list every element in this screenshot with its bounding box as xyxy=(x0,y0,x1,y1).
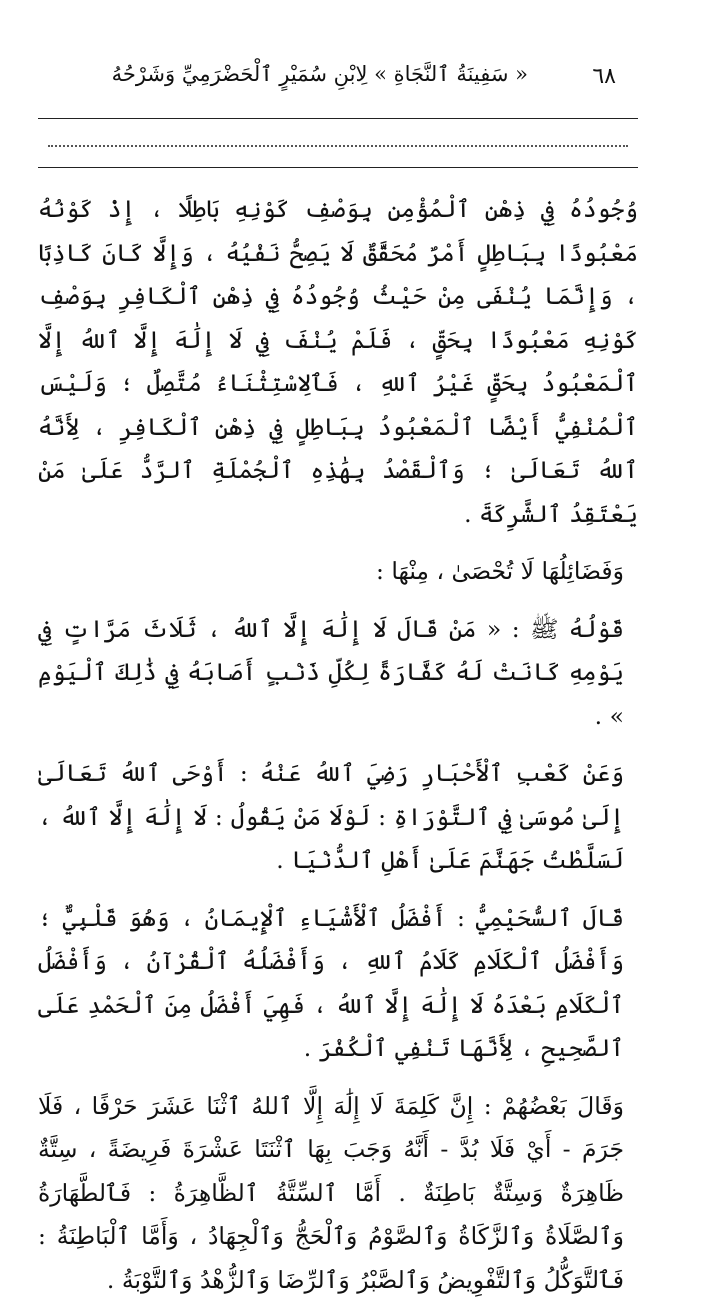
dotted-separator xyxy=(48,145,628,147)
page-header xyxy=(38,62,638,102)
paragraph-twelve-obligations: وَقَالَ بَعْضُهُمْ : إِنَّ كَلِمَةَ لَا إِلَٰهَ إِلَّا ٱللهُ ٱثْنَا عَشَرَ حَرْفًا ، فَلَا جَرَمَ - أَيْ فَلَا بُدَّ - أَنَّهُ وَجَبَ بِهَا ٱثْنَتَا عَشْرَةَ فَرِيضَةً ، سِتَّةٌ ظَاهِرَةٌ وَسِتَّةٌ بَاطِنَةٌ . أَمَّا ٱلسِّتَّةُ ٱلظَّاهِرَةُ : فَٱلطَّهَارَةُ وَٱلصَّلَاةُ وَٱلزَّكَاةُ وَٱلصَّوْمُ وَٱلْحَجُّ وَٱلْجِهَادُ ، وَأَمَّا ٱلْبَاطِنَةُ : فَٱلتَّوَكُّلُ وَٱلتَّفْوِيضُ وَٱلصَّبْرُ وَٱلرِّضَا وَٱلزُّهْدُ وَٱلتَّوْبَةُ . xyxy=(38,1085,638,1302)
paragraph-suhaymi: قَالَ ٱلسُّحَيْمِيُّ : أَفْضَلُ ٱلْأَشْيَاءِ ٱلْإِيمَانُ ، وَهُوَ قَلْبِيٌّ ؛ وَأَفْضَلُ ٱلْكَلَامِ كَلَامُ ٱللهِ ، وَأَفْضَلُهُ ٱلْقُرْآنُ ، وَأَفْضَلُ ٱلْكَلَامِ بَعْدَهُ لَا إِلَٰهَ إِلَّا ٱللهُ ، فَهِيَ أَفْضَلُ مِنَ ٱلْحَمْدِ عَلَى ٱلصَّحِيحِ ، لِأَنَّهَا تَنْفِي ٱلْكُفْرَ . xyxy=(38,897,638,1071)
book-page xyxy=(38,0,638,1122)
paragraph-commentary: وُجُودُهُ فِي ذِهْنِ ٱلْمُؤْمِنِ بِوَصْفِ كَوْنِهِ بَاطِلًا ، إِذْ كَوْنُهُ مَعْبُودًا بِبَاطِلٍ أَمْرٌ مُحَقَّقٌ لَا يَصِحُّ نَفْيُهُ ، وَإِلَّا كَانَ كَاذِبًا ، وَإِنَّمَا يُنْفَى مِنْ حَيْثُ وُجُودُهُ فِي ذِهْنِ ٱلْكَافِرِ بِوَصْفِ كَوْنِهِ مَعْبُودًا بِحَقٍّ ، فَلَمْ يُنْفَ فِي لَا إِلَٰهَ إِلَّا ٱللهُ إِلَّا ٱلْمَعْبُودُ بِحَقٍّ غَيْرُ ٱللهِ ، فَٱلِاسْتِثْنَاءُ مُتَّصِلٌ ؛ وَلَيْسَ ٱلْمُنْفِيُّ أَيْضًا ٱلْمَعْبُودُ بِبَاطِلٍ فِي ذِهْنِ ٱلْكَافِرِ ، لِأَنَّهُ ٱللهُ تَعَالَىٰ ؛ وَٱلْقَصْدُ بِهَٰذِهِ ٱلْجُمْلَةِ ٱلرَّدُّ عَلَىٰ مَنْ يَعْتَقِدُ ٱلشَّرِكَةَ . xyxy=(38,188,638,536)
body-text xyxy=(38,188,638,1302)
text-top-rule xyxy=(38,167,638,168)
header-rule xyxy=(38,118,638,119)
paragraph-kaab-al-ahbar: وَعَنْ كَعْبِ ٱلْأَحْبَارِ رَضِيَ ٱللهُ عَنْهُ : أَوْحَى ٱللهُ تَعَالَىٰ إِلَىٰ مُوسَىٰ فِي ٱلتَّوْرَاةِ : لَوْلَا مَنْ يَقُولُ : لَا إِلَٰهَ إِلَّا ٱللهُ ، لَسَلَّطْتُ جَهَنَّمَ عَلَىٰ أَهْلِ ٱلدُّنْيَا . xyxy=(38,752,638,883)
paragraph-virtues-intro: وَفَضَائِلُهَا لَا تُحْصَىٰ ، مِنْهَا : xyxy=(38,550,638,594)
page-number: ٦٨ xyxy=(592,64,616,89)
paragraph-hadith: قَوْلُهُ ﷺ : « مَنْ قَالَ لَا إِلَٰهَ إِلَّا ٱللهُ ، ثَلَاثَ مَرَّاتٍ فِي يَوْمِهِ كَانَتْ لَهُ كَفَّارَةً لِكُلِّ ذَنْبٍ أَصَابَهُ فِي ذَٰلِكَ ٱلْيَوْمِ » . xyxy=(38,608,638,739)
running-title: « سَفِينَةُ ٱلنَّجَاةِ » لِابْنِ سُمَيْرٍ ٱلْحَضْرَمِيِّ وَشَرْحُهُ xyxy=(112,62,528,86)
